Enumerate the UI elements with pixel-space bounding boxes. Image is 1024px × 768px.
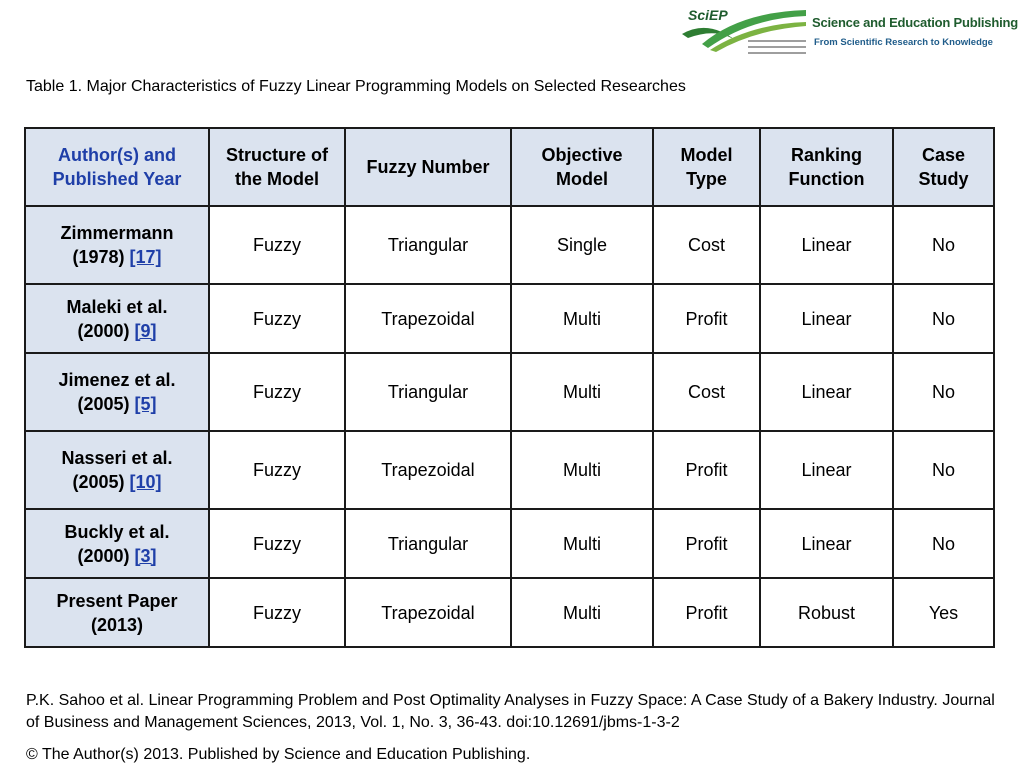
structure-cell: Fuzzy (209, 509, 345, 578)
objective-cell: Multi (511, 509, 653, 578)
table-row (25, 284, 994, 353)
model-type-cell: Profit (653, 578, 760, 647)
table-row (25, 206, 994, 284)
structure-cell: Fuzzy (209, 578, 345, 647)
author-year: (2000) (77, 545, 130, 566)
author-cell (25, 353, 209, 431)
header-objective-model: Objective Model (511, 128, 653, 206)
objective-cell: Multi (511, 431, 653, 509)
ranking-cell: Robust (760, 578, 893, 647)
header-author-year: Author(s) and Published Year (25, 128, 209, 206)
author-cell (25, 431, 209, 509)
case-study-cell: No (893, 509, 994, 578)
author-cell (25, 284, 209, 353)
model-type-cell: Cost (653, 353, 760, 431)
author-name: Jimenez et al. (58, 370, 176, 390)
structure-cell: Fuzzy (209, 431, 345, 509)
header-case-study: Case Study (893, 128, 994, 206)
reference-link[interactable]: [3] (134, 545, 157, 566)
model-type-cell: Cost (653, 206, 760, 284)
case-study-cell: No (893, 284, 994, 353)
objective-cell: Multi (511, 284, 653, 353)
ranking-cell: Linear (760, 509, 893, 578)
reference-link[interactable]: [9] (134, 320, 157, 341)
publisher-logo (680, 4, 1018, 60)
objective-cell: Multi (511, 353, 653, 431)
author-name: Zimmermann (60, 223, 174, 243)
table-row (25, 578, 994, 647)
ranking-cell: Linear (760, 431, 893, 509)
copyright-text: © The Author(s) 2013. Published by Science and Education Publishing. (26, 746, 531, 763)
case-study-cell: No (893, 431, 994, 509)
author-name: Nasseri et al. (61, 448, 173, 468)
author-year: (2013) (90, 614, 144, 635)
case-study-cell: No (893, 353, 994, 431)
author-year: (2005) (77, 394, 130, 414)
reference-link[interactable]: [5] (134, 394, 157, 414)
structure-cell: Fuzzy (209, 284, 345, 353)
header-ranking-function: Ranking Function (760, 128, 893, 206)
author-cell (25, 206, 209, 284)
fuzzy-number-cell: Trapezoidal (345, 578, 511, 647)
objective-cell: Multi (511, 578, 653, 647)
table-row (25, 431, 994, 509)
structure-cell: Fuzzy (209, 206, 345, 284)
header-structure: Structure of the Model (209, 128, 345, 206)
author-cell (25, 509, 209, 578)
model-type-cell: Profit (653, 509, 760, 578)
table-row (25, 509, 994, 578)
ranking-cell: Linear (760, 206, 893, 284)
characteristics-table (24, 127, 995, 648)
citation-text: P.K. Sahoo et al. Linear Programming Problem and Post Optimality Analyses in Fuzzy Space: A Case Study of a Bakery Industry. Journal of Business and Management Sciences, 2013, Vol. 1, No. 3, 36-43. doi:10.12691/jbms-1-3-2 (26, 692, 995, 731)
author-name: Buckly et al. (64, 521, 170, 542)
author-year: (2005) (72, 472, 125, 492)
fuzzy-number-cell: Triangular (345, 353, 511, 431)
structure-cell: Fuzzy (209, 353, 345, 431)
fuzzy-number-cell: Triangular (345, 509, 511, 578)
model-type-cell: Profit (653, 431, 760, 509)
header-model-type: Model Type (653, 128, 760, 206)
header-fuzzy-number: Fuzzy Number (345, 128, 511, 206)
logo-tagline: From Scientific Research to Knowledge (814, 37, 993, 48)
author-year: (2000) (77, 320, 130, 341)
table-header-row (25, 128, 994, 206)
author-year: (1978) (72, 247, 125, 267)
logo-brand: SciEP (688, 7, 728, 23)
logo-publisher-name: Science and Education Publishing (812, 15, 1018, 30)
author-cell (25, 578, 209, 647)
reference-link[interactable]: [10] (129, 472, 162, 492)
case-study-cell: No (893, 206, 994, 284)
fuzzy-number-cell: Trapezoidal (345, 431, 511, 509)
case-study-cell: Yes (893, 578, 994, 647)
fuzzy-number-cell: Trapezoidal (345, 284, 511, 353)
model-type-cell: Profit (653, 284, 760, 353)
author-name: Present Paper (56, 590, 178, 611)
table-row (25, 353, 994, 431)
ranking-cell: Linear (760, 353, 893, 431)
fuzzy-number-cell: Triangular (345, 206, 511, 284)
author-name: Maleki et al. (66, 296, 168, 317)
ranking-cell: Linear (760, 284, 893, 353)
reference-link[interactable]: [17] (129, 247, 162, 267)
table-caption: Table 1. Major Characteristics of Fuzzy Linear Programming Models on Selected Researches (26, 78, 686, 95)
objective-cell: Single (511, 206, 653, 284)
